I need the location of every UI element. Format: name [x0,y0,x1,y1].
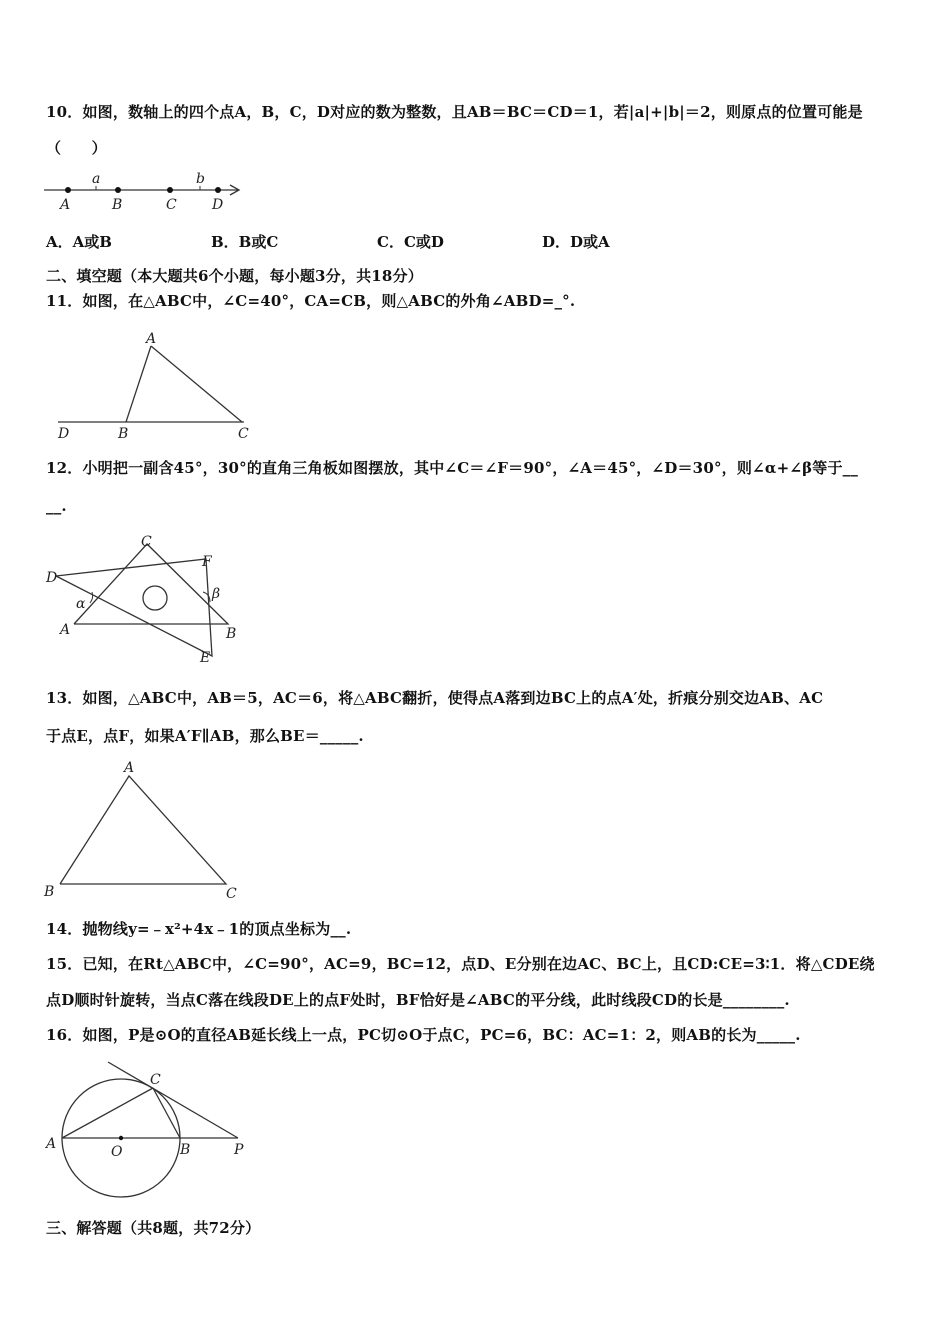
point-D [215,187,221,193]
q12-line2: __. [46,497,67,515]
label-D: D [58,426,70,442]
label-C: C [150,1072,161,1088]
triangle-ABC [60,776,226,884]
label-A: A [146,331,157,347]
q10-line1: 10．如图，数轴上的四个点A，B，C，D对应的数为整数，且AB＝BC＝CD＝1，若|a|+|b|＝2，则原点的位置可能是 [46,103,863,121]
label-B: B [180,1142,191,1158]
label-B: B [44,884,55,900]
label-E: E [200,650,211,666]
label-C: C [238,426,249,442]
label-O: O [111,1144,123,1160]
q10-number-line-figure [40,172,250,218]
label-b: b [196,171,205,187]
q12-line1: 12．小明把一副含45°，30°的直角三角板如图摆放，其中∠C＝∠F＝90°，∠A＝45°，∠D＝30°，则∠α+∠β等于__ [46,459,859,477]
label-A: A [60,622,71,638]
q13-line2: 于点E，点F，如果A′F∥AB，那么BE＝_____. [46,727,364,745]
q16-text: 16．如图，P是⊙O的直径AB延长线上一点，PC切⊙O于点C，PC=6，BC：AC=1：2，则AB的长为_____. [46,1026,801,1044]
section-2-heading: 二、填空题（本大题共6个小题，每小题3分，共18分） [46,267,423,285]
point-B [115,187,121,193]
label-F: F [202,554,212,570]
q10-option-d: D．D或A [542,233,610,251]
q16-circle-figure [40,1062,260,1202]
label-C: C [226,886,237,902]
point-C [167,187,173,193]
point-A [65,187,71,193]
q11-text: 11．如图，在△ABC中，∠C=40°，CA=CB，则△ABC的外角∠ABD=_°. [46,292,576,310]
q10-option-c: C．C或D [377,233,444,251]
q10-option-b: B．B或C [211,233,279,251]
label-A: A [46,1136,57,1152]
label-beta: β [212,586,221,602]
tangent-PC [108,1062,238,1138]
q10-line2: （ ） [46,139,107,157]
q15-line1: 15．已知，在Rt△ABC中，∠C=90°，AC=9，BC=12，点D、E分别在边AC、BC上，且CD:CE=3∶1．将△CDE绕 [46,955,875,973]
q14-text: 14．抛物线y=﹣x²+4x﹣1的顶点坐标为__. [46,920,352,938]
label-B: B [226,626,237,642]
q13-line1: 13．如图，△ABC中，AB＝5，AC＝6，将△ABC翻折，使得点A落到边BC上的点A′处，折痕分别交边AB、AC [46,689,824,707]
label-a: a [92,171,101,187]
side-BA [126,346,151,422]
label-D: D [46,570,58,586]
q15-line2: 点D顺时针旋转，当点C落在线段DE上的点F处时，BF恰好是∠ABC的平分线，此时线段CD的长是________. [46,991,790,1009]
label-B: B [118,426,129,442]
center-O [119,1136,123,1140]
side-AC [151,346,242,422]
label-C: C [141,534,152,550]
label-D: D [212,197,224,213]
label-alpha: α [76,596,86,612]
q13-triangle-figure [40,758,250,902]
label-A: A [60,197,71,213]
q10-option-a: A．A或B [46,233,112,251]
q12-triangles-figure [40,532,250,668]
label-B: B [112,197,123,213]
q11-triangle-figure [52,330,262,445]
label-P: P [234,1142,244,1158]
label-A: A [124,760,135,776]
chord-AC [62,1088,153,1138]
section-3-heading: 三、解答题（共8题，共72分） [46,1219,261,1237]
set-square-hole [143,586,167,610]
label-C: C [166,197,177,213]
